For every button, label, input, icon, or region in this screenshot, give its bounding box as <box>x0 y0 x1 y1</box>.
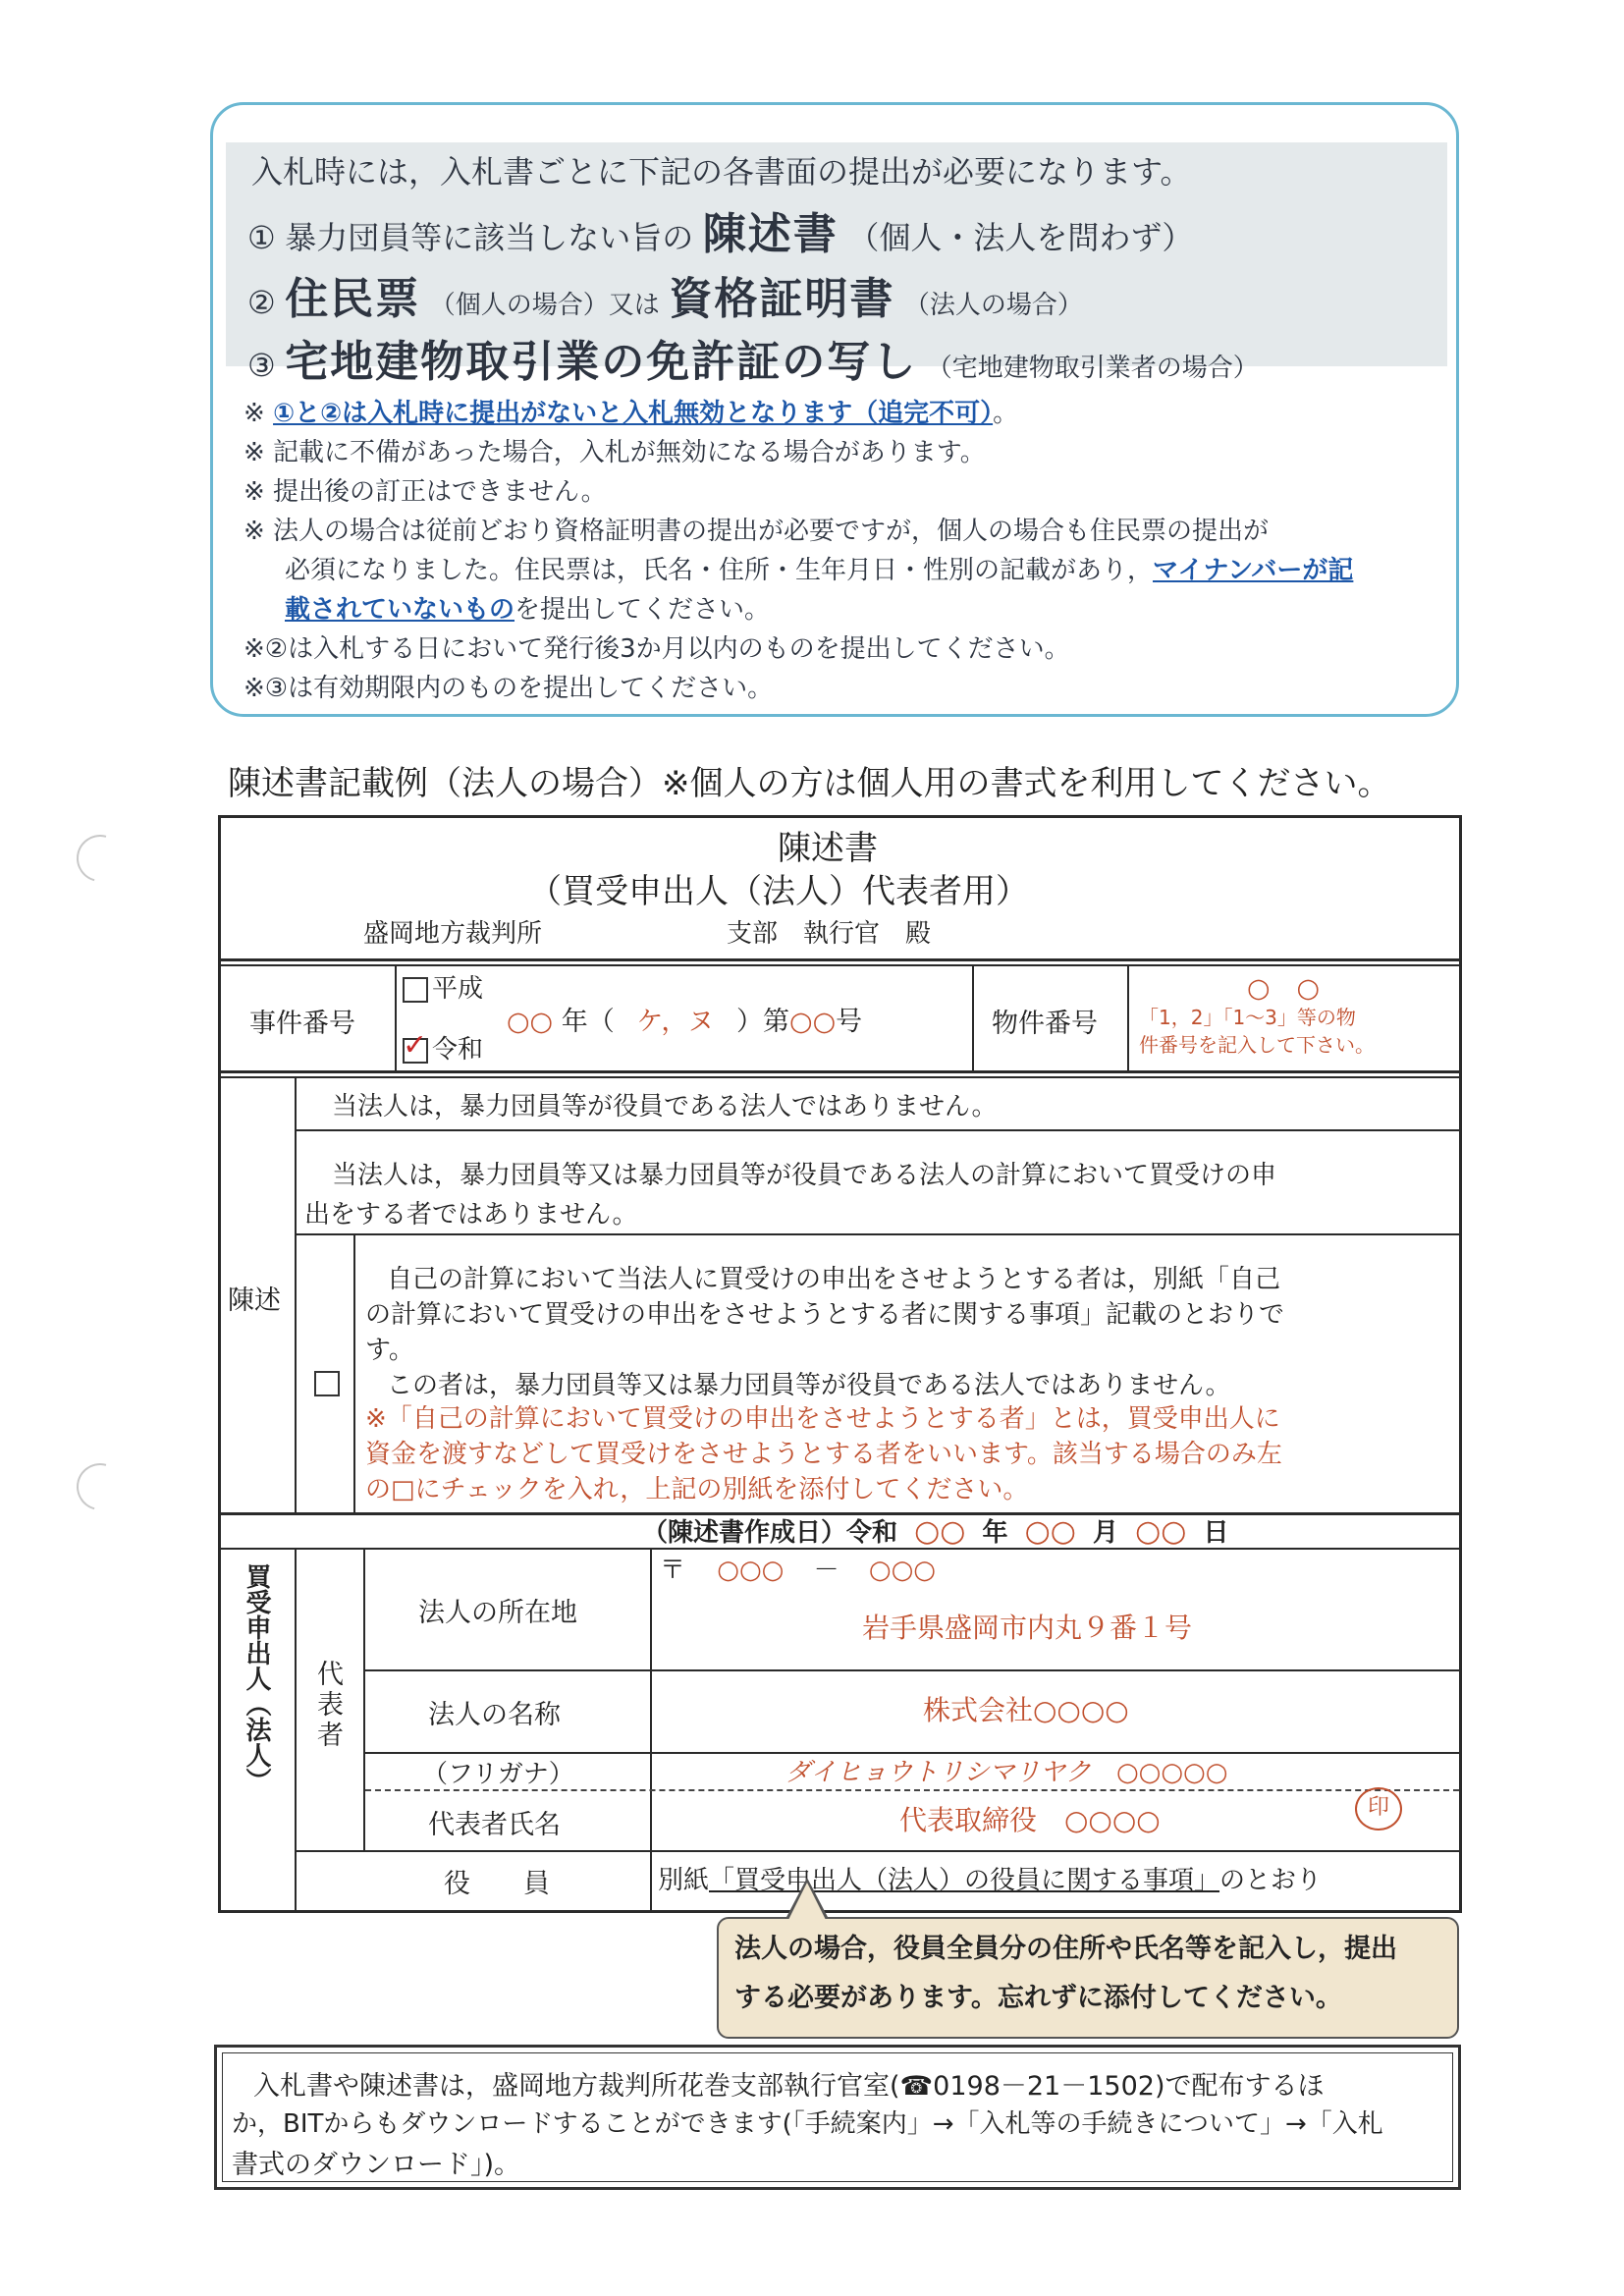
footer-line-2: か，BITからもダウンロードすることができます(「手続案内」→「入札等の手続きについて」→「入札 <box>232 2109 1383 2139</box>
officer-value: 別紙「買受申出人（法人）の役員に関する事項」のとおり <box>658 1866 1323 1895</box>
era-reiwa-checkbox[interactable] <box>403 1038 428 1064</box>
notice-note-5: ※②は入札する日において発行後3か月以内のものを提出してください。 <box>244 634 1070 664</box>
callout-line-1: 法人の場合，役員全員分の住所や氏名等を記入し，提出 <box>734 1934 1397 1964</box>
statement-3g: の□にチェックを入れ，上記の別紙を添付してください。 <box>365 1475 1029 1504</box>
case-number-label: 事件番号 <box>249 1009 355 1039</box>
property-number-note-1: 「1，2」「1～3」等の物 <box>1139 1006 1356 1029</box>
notice-item-3: ③ 宅地建物取引業の免許証の写し （宅地建物取引業者の場合） <box>247 337 1259 387</box>
company-name-label: 法人の名称 <box>428 1700 561 1730</box>
rep-name-label: 代表者氏名 <box>428 1810 561 1840</box>
notice-note-4b: 必須になりました。住民票は，氏名・住所・生年月日・性別の記載があり，マイナンバーが記 <box>285 556 1354 585</box>
notice-item-1: ① 暴力団員等に該当しない旨の 陳述書 （個人・法人を問わず） <box>247 209 1194 259</box>
third-party-checkbox[interactable] <box>314 1371 340 1396</box>
court-name: 盛岡地方裁判所 <box>363 919 543 949</box>
furigana-label: （フリガナ） <box>422 1760 574 1789</box>
form-title: 陳述書 <box>778 829 878 868</box>
postal-code: 〒 ○○○ － ○○○ <box>660 1556 936 1585</box>
statement-3b: の計算において買受けの申出をさせようとする者に関する事項」記載のとおりで <box>365 1300 1285 1330</box>
property-number-note-2: 件番号を記入して下さい。 <box>1139 1033 1375 1057</box>
notice-note-4a: ※ 法人の場合は従前どおり資格証明書の提出が必要ですが，個人の場合も住民票の提出が <box>244 517 1270 546</box>
statement-3c: す。 <box>365 1336 414 1365</box>
statement-label: 陳述 <box>228 1285 281 1316</box>
statement-1: 当法人は，暴力団員等が役員である法人ではありません。 <box>332 1092 998 1121</box>
officer-label: 役 員 <box>444 1869 550 1899</box>
era-heisei-option: 平成 <box>403 968 483 1005</box>
branch-officer: 支部 執行官 殿 <box>727 919 932 949</box>
callout-line-2: する必要があります。忘れずに添付してください。 <box>734 1983 1342 2013</box>
footer-line-1: 入札書や陳述書は，盛岡地方裁判所花巻支部執行官室(☎0198－21－1502)で配布するほ <box>253 2071 1325 2102</box>
callout-pointer-fill <box>788 1883 826 1920</box>
rep-name-value: 代表取締役 ○○○○ <box>899 1804 1161 1836</box>
form-subtitle: （買受申出人（法人）代表者用） <box>528 872 1029 911</box>
statement-3d: この者は，暴力団員等又は暴力団員等が役員である法人ではありません。 <box>387 1371 1231 1400</box>
address-value: 岩手県盛岡市内丸９番１号 <box>862 1612 1193 1644</box>
creation-date: （陳述書作成日）令和 ○○ 年 ○○ 月 ○○ 日 <box>642 1514 1229 1549</box>
notice-note-2: ※ 記載に不備があった場合，入札が無効になる場合があります。 <box>244 438 986 467</box>
company-name-value: 株式会社○○○○ <box>923 1694 1129 1726</box>
property-number-value: ○ ○ <box>1247 973 1321 1004</box>
notice-note-4c: 載されていないものを提出してください。 <box>285 595 771 625</box>
punch-hole <box>68 1454 133 1519</box>
statement-3f: 資金を渡すなどして買受けをさせようとする者をいいます。該当する場合のみ左 <box>365 1440 1282 1469</box>
notice-item-2: ② 住民票 （個人の場合）又は 資格証明書 （法人の場合） <box>247 274 1083 324</box>
statement-3e: ※「自己の計算において買受けの申出をさせようとする者」とは，買受申出人に <box>365 1404 1280 1434</box>
notice-note-1: ※ ①と②は入札時に提出がないと入札無効となります（追完不可）。 <box>244 399 1019 428</box>
notice-note-3: ※ 提出後の訂正はできません。 <box>244 477 607 507</box>
era-heisei-checkbox[interactable] <box>403 977 428 1003</box>
statement-2a: 当法人は，暴力団員等又は暴力団員等が役員である法人の計算において買受けの申 <box>332 1161 1277 1190</box>
statement-3a: 自己の計算において当法人に買受けの申出をさせようとする者は，別紙「自己 <box>387 1265 1281 1294</box>
seal-mark: 印 <box>1355 1787 1402 1831</box>
property-number-label: 物件番号 <box>992 1009 1098 1039</box>
notice-heading: 入札時には，入札書ごとに下記の各書面の提出が必要になります。 <box>251 153 1192 191</box>
case-number-value: ○○ 年（ ケ，ヌ ）第○○号 <box>507 1007 863 1037</box>
punch-hole <box>68 826 133 891</box>
representative-label: 代表者 <box>312 1660 343 1751</box>
example-title: 陳述書記載例（法人の場合）※個人の方は個人用の書式を利用してください。 <box>228 764 1391 803</box>
footer-line-3: 書式のダウンロード」)。 <box>232 2150 521 2180</box>
furigana-value: ダイヒョウトリシマリヤク ○○○○○ <box>785 1758 1228 1787</box>
buyer-label: 買受申出人（法人） <box>242 1563 271 1793</box>
era-reiwa-option: ✓令和 <box>403 1029 483 1066</box>
notice-note-6: ※③は有効期限内のものを提出してください。 <box>244 674 774 703</box>
address-label: 法人の所在地 <box>418 1598 577 1628</box>
statement-2b: 出をする者ではありません。 <box>304 1200 638 1230</box>
